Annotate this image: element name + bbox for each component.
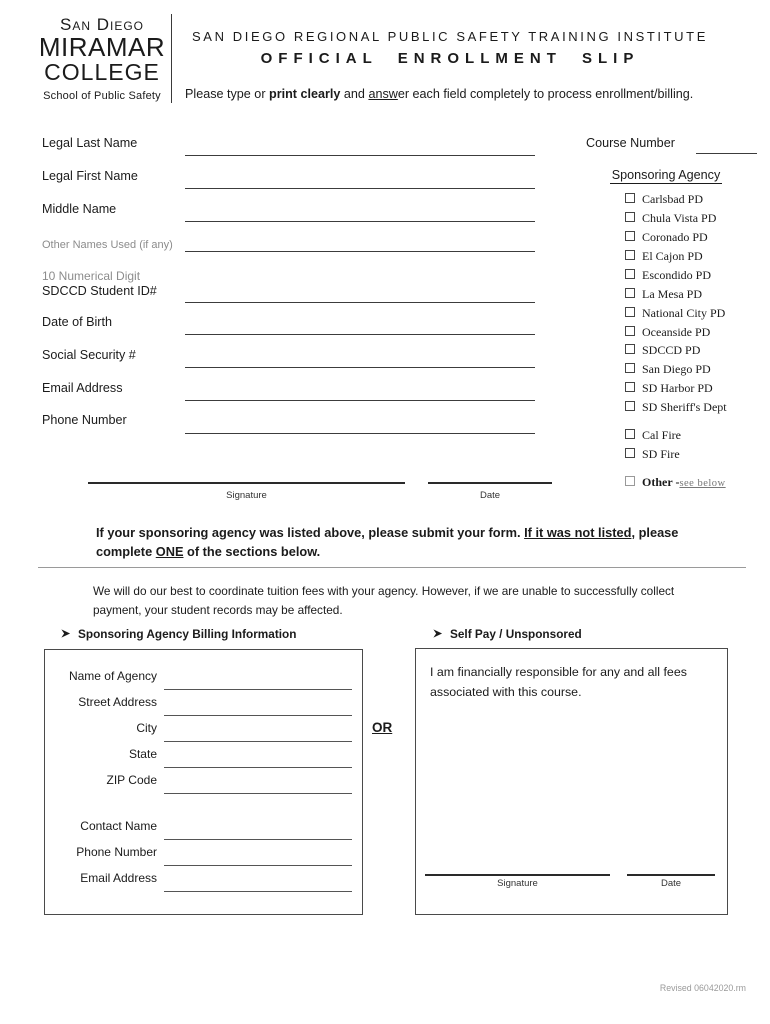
checkbox-el-cajon-pd[interactable]: [625, 250, 635, 260]
checkbox-label-oceanside-pd: Oceanside PD: [642, 325, 711, 339]
checkbox-label-el-cajon-pd: El Cajon PD: [642, 249, 703, 263]
section-divider: [38, 567, 746, 568]
billing-section-header: [60, 627, 296, 641]
field-line-date-of-birth[interactable]: [185, 334, 535, 335]
date-caption: Date: [479, 490, 501, 501]
billing-line-email-address[interactable]: [164, 891, 352, 892]
revision-note: Revised 06042020.rm: [659, 983, 746, 993]
billing-label-phone-number: Phone Number: [76, 845, 157, 859]
form-title: OFFICIAL ENROLLMENT SLIP: [260, 50, 640, 67]
billing-label-state: State: [128, 747, 157, 761]
notice-part4-underlined: ONE: [155, 543, 184, 559]
field-label-email-address: Email Address: [42, 381, 123, 395]
notice-part5: of the sections below.: [183, 543, 321, 559]
institute-title: SAN DIEGO REGIONAL PUBLIC SAFETY TRAINING INSTITUTE: [192, 29, 708, 44]
form-instruction: [185, 87, 760, 101]
signature-line[interactable]: [88, 482, 405, 484]
selfpay-date-line[interactable]: [627, 874, 715, 876]
field-label-date-of-birth: Date of Birth: [42, 315, 112, 329]
signature-caption: Signature: [226, 490, 267, 501]
field-label-other-names: Other Names Used (if any): [42, 239, 173, 251]
billing-line-zip-code[interactable]: [164, 793, 352, 794]
billing-line-phone-number[interactable]: [164, 865, 352, 866]
see-below-link[interactable]: see below: [679, 478, 726, 489]
billing-line-name-of-agency[interactable]: [164, 689, 352, 690]
checkbox-label-sd-harbor-pd: SD Harbor PD: [642, 381, 713, 395]
billing-section-title: Sponsoring Agency Billing Information: [78, 627, 297, 641]
billing-line-contact-name[interactable]: [164, 839, 352, 840]
instruction-mid: and: [340, 87, 369, 101]
billing-line-city[interactable]: [164, 741, 352, 742]
or-label: OR: [372, 720, 393, 735]
course-number-line[interactable]: [696, 153, 757, 154]
field-label-legal-first-name: Legal First Name: [42, 169, 138, 183]
checkbox-coronado-pd[interactable]: [625, 231, 635, 241]
checkbox-sd-sheriffs-dept[interactable]: [625, 401, 635, 411]
billing-box: [44, 649, 363, 915]
checkbox-san-diego-pd[interactable]: [625, 363, 635, 373]
checkbox-sd-fire[interactable]: [625, 448, 635, 458]
field-label-phone-number: Phone Number: [42, 413, 127, 427]
other-label: Other -: [642, 475, 680, 489]
logo-line-sandiego: San Diego: [59, 15, 144, 34]
billing-line-street-address[interactable]: [164, 715, 352, 716]
sponsoring-agency-header-text: Sponsoring Agency: [611, 168, 721, 182]
checkbox-label-san-diego-pd: San Diego PD: [642, 362, 711, 376]
selfpay-section-header: [432, 627, 582, 641]
selfpay-section-title: Self Pay / Unsponsored: [450, 627, 582, 641]
billing-label-name-of-agency: Name of Agency: [68, 669, 157, 683]
arrowhead-icon: [432, 628, 443, 639]
field-sublabel-student-id: 10 Numerical Digit: [42, 269, 141, 283]
selfpay-date-caption: Date: [660, 878, 682, 889]
selfpay-statement: I am financially responsible for any and all fees associated with this course.: [430, 665, 687, 699]
checkbox-escondido-pd[interactable]: [625, 269, 635, 279]
checkbox-chula-vista-pd[interactable]: [625, 212, 635, 222]
tuition-note: We will do our best to coordinate tuition fees with your agency. However, if we are unable to successfully collect payment, your student records may be affected.: [93, 584, 675, 618]
instruction-pre: Please type or: [185, 87, 270, 101]
checkbox-label-la-mesa-pd: La Mesa PD: [642, 287, 702, 301]
checkbox-label-carlsbad-pd: Carlsbad PD: [642, 192, 703, 206]
checkbox-label-sd-sheriffs-dept: SD Sheriff's Dept: [642, 400, 727, 414]
billing-label-city: City: [136, 721, 157, 735]
instruction-post: er each field completely to process enrollment/billing.: [397, 87, 694, 101]
field-line-legal-last-name[interactable]: [185, 155, 535, 156]
course-number-label: Course Number: [586, 136, 675, 150]
checkbox-national-city-pd[interactable]: [625, 307, 635, 317]
selfpay-signature-caption: Signature: [497, 878, 538, 889]
field-line-student-id[interactable]: [185, 302, 535, 303]
checkbox-la-mesa-pd[interactable]: [625, 288, 635, 298]
checkbox-label-other: [642, 475, 726, 490]
field-line-social-security[interactable]: [185, 367, 535, 368]
checkbox-label-coronado-pd: Coronado PD: [642, 230, 708, 244]
checkbox-label-chula-vista-pd: Chula Vista PD: [642, 211, 717, 225]
submit-notice: [96, 524, 726, 561]
logo-line-miramar: MIRAMAR: [38, 32, 166, 62]
arrowhead-icon: [60, 628, 71, 639]
field-label-social-security: Social Security #: [42, 348, 136, 362]
sponsoring-agency-header: [585, 168, 747, 182]
checkbox-cal-fire[interactable]: [625, 429, 635, 439]
checkbox-sdccd-pd[interactable]: [625, 344, 635, 354]
billing-label-contact-name: Contact Name: [80, 819, 157, 833]
checkbox-label-sdccd-pd: SDCCD PD: [642, 343, 701, 357]
checkbox-other[interactable]: [625, 476, 635, 486]
field-label-student-id: SDCCD Student ID#: [42, 284, 157, 298]
notice-part1: If your sponsoring agency was listed above, please submit your form.: [96, 525, 525, 540]
logo-tagline: School of Public Safety: [43, 90, 161, 102]
field-label-legal-last-name: Legal Last Name: [42, 136, 138, 150]
date-line[interactable]: [428, 482, 552, 484]
checkbox-label-sd-fire: SD Fire: [642, 447, 680, 461]
checkbox-label-cal-fire: Cal Fire: [642, 428, 681, 442]
checkbox-label-national-city-pd: National City PD: [642, 306, 726, 320]
billing-label-zip-code: ZIP Code: [106, 773, 157, 787]
logo-line-college: COLLEGE: [44, 59, 160, 85]
selfpay-signature-line[interactable]: [425, 874, 610, 876]
checkbox-carlsbad-pd[interactable]: [625, 193, 635, 203]
header-vertical-divider: [171, 14, 172, 103]
field-line-phone-number[interactable]: [185, 433, 535, 434]
field-line-other-names[interactable]: [185, 251, 535, 252]
notice-part3: , please complete: [96, 525, 679, 559]
instruction-bold: print clearly: [269, 87, 341, 101]
checkbox-sd-harbor-pd[interactable]: [625, 382, 635, 392]
field-line-middle-name[interactable]: [185, 221, 535, 222]
billing-label-street-address: Street Address: [78, 695, 157, 709]
checkbox-oceanside-pd[interactable]: [625, 326, 635, 336]
field-line-email-address[interactable]: [185, 400, 535, 401]
field-label-middle-name: Middle Name: [42, 202, 117, 216]
notice-part2-underlined: If it was not listed: [524, 525, 632, 540]
instruction-underlined: answ: [368, 87, 398, 101]
billing-line-state[interactable]: [164, 767, 352, 768]
checkbox-label-escondido-pd: Escondido PD: [642, 268, 711, 282]
billing-label-email-address: Email Address: [80, 871, 157, 885]
field-line-legal-first-name[interactable]: [185, 188, 535, 189]
college-logo: [36, 16, 168, 102]
